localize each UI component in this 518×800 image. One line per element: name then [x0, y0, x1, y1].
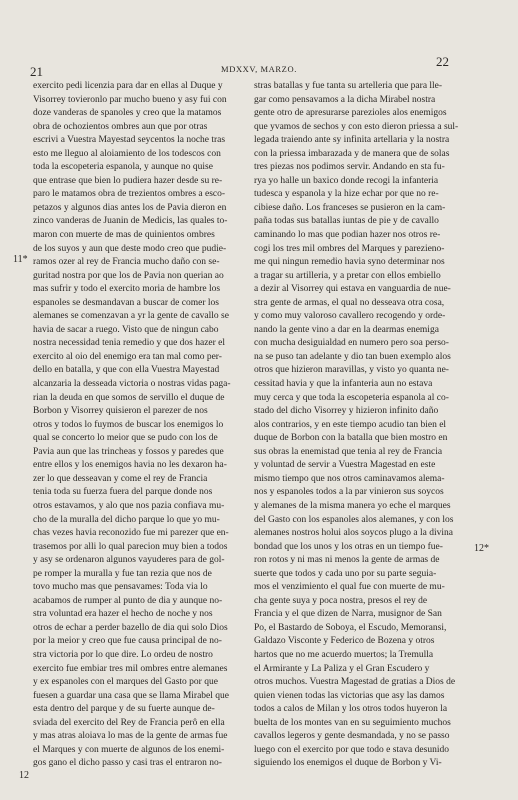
text-line: stra victoria por lo que dire. Lo ordeu de nostro [33, 649, 213, 660]
text-line: esta dentro del parque y de su fuerte aunque de- [33, 704, 215, 715]
text-line: maron con muerte de mas de quinientos ombres [33, 230, 215, 241]
text-line: stado del dicho Visorrey y hizieron infinito daño [254, 406, 439, 417]
text-line: sus obras la enemistad que tenia al rey de Francia [254, 446, 443, 457]
text-line: legada traiendo ante sy infinita artellaria y la nostra [254, 135, 450, 146]
text-line: hartos que no me acuerdo muertos; la Tremulla [254, 649, 434, 660]
text-line: que entrase que bien lo pudiera hazer desde su re- [33, 175, 223, 186]
text-line: alcanzaria la desseada victoria o nostras vidas paga- [33, 379, 231, 390]
text-line: gente otro de apresurarse parezioles alos enemigos [254, 108, 447, 119]
text-line: y alemanes de la misma manera yo eche el marques [254, 500, 451, 511]
text-line: que yvamos de sechos y con esto dieron priessa a sul- [254, 121, 459, 132]
text-line: Borbon y Visorrey quisieron el parezer de nos [33, 406, 208, 417]
text-line: el Armirante y La Paliza y el Gran Escudero y [254, 663, 430, 674]
text-line: nando la gente vino a dar en la dearmas enemiga [254, 324, 439, 335]
text-line: toda la escopeteria espanola, y aunque no quise [33, 162, 213, 173]
margin-note-12: 12* [474, 543, 489, 554]
text-line: Po, el Bastardo de Soboya, el Escudo, Memoransi, [254, 622, 447, 633]
text-line: nos y espanoles todos a la par vinieron sus soycos [254, 487, 444, 498]
text-line: rian la deuda en que somos de servillo el duque de [33, 392, 225, 403]
text-line: otros estavamos, y alo que nos pazia confiava mu- [33, 500, 225, 511]
text-line: del Gasto con los espanoles alos alemanes, y con los [254, 514, 454, 525]
text-line: paña todas sus batallas iuntas de pie y de cavallo [254, 216, 439, 227]
text-line: otros muchos. Vuestra Magestad de gratias a Dios de [254, 677, 456, 688]
text-line: por la meior y creo que fue causa principal de no- [33, 636, 222, 647]
text-line: dello en batalla, y que con ella Vuestra Mayestad [33, 365, 220, 376]
text-line: el Marques y con muerte de algunos de los enemi- [33, 744, 225, 755]
text-line: acabamos de rumper al punto de dia y aunque no- [33, 595, 223, 606]
text-line: alemanes se comenzavan a yr la gente de cavallo se [33, 311, 229, 322]
text-line: trasemos por alli lo qual parecion muy bien a todos [33, 541, 228, 552]
running-title: MDXXV, MARZO. [221, 64, 297, 74]
text-line: suerte que todos y cada uno por su parte seguia- [254, 568, 437, 579]
text-line: havia de sacar a ruego. Visto que de ningun cabo [33, 324, 219, 335]
text-line: de los suyos y aun que deste modo creo que pudie- [33, 243, 227, 254]
text-line: tovo mucho mas que pensavames: Toda via lo [33, 582, 208, 593]
text-line: gar como pensavamos a la dicha Mirabel nostra [254, 94, 436, 105]
text-line: zinco vanderas de Juanin de Medicis, las quales to- [33, 216, 228, 227]
text-line: todos a calos de Milan y los otros todos huyeron la [254, 704, 448, 715]
text-line: mos el venzimiento el qual fue con muerte de mu- [254, 582, 445, 593]
text-line: otros que hizieron maravillas, y visto yo quanta ne- [254, 365, 449, 376]
text-line: qual se concerto lo meior que se pudo con los de [33, 433, 218, 444]
text-line: alemanes nostros holui alos soycos plugo a la divina [254, 528, 453, 539]
text-line: espanoles se desmandavan a buscar de comer los [33, 297, 219, 308]
text-line: y mas atras aloiava lo mas de la gente de armas fue [33, 731, 228, 742]
text-line: fuesen a guardar una casa que se llama Mirabel que [33, 690, 229, 701]
text-line: duque de Borbon con la batalla que bien mostro en [254, 433, 448, 444]
text-line: Visorrey tovieronlo par mucho bueno y asy fui con [33, 94, 227, 105]
text-line: buelta de los montes van en su seguimiento muchos [254, 717, 451, 728]
text-line: obra de ochozientos ombres aun que por otras [33, 121, 208, 132]
text-line: stra voluntad era hazer el hecho de noche y nos [33, 609, 213, 620]
text-line: cibiese daño. Los franceses se pusieron en la cam- [254, 202, 446, 213]
running-header [0, 54, 518, 79]
text-line: otros y todos lo fuymos de buscar los enemigos lo [33, 419, 224, 430]
text-line: guritad nostra por que los de Pavia non querian ao [33, 270, 224, 281]
page-number-left: 21 [30, 64, 43, 79]
text-line: tudesca y espanola y la hize echar por que no re- [254, 189, 439, 200]
text-line: y ex espanoles con el marques del Gasto por que [33, 677, 218, 688]
text-line: exercito pedi licenzia para dar en ellas al Duque y [33, 81, 223, 91]
text-line: pe romper la muralla y fue tan rezia que nos de [33, 568, 212, 579]
text-line: zer lo que desseavan y come el rey de Francia [33, 473, 208, 484]
left-text-column [33, 80, 247, 790]
text-line: rya yo halle un baxico donde recogi la infanteria [254, 175, 439, 186]
text-line: y como muy valoroso cavallero recogendo y orde- [254, 311, 446, 322]
text-line: cavallos legeros y gente desmandada, y no se passo [254, 731, 450, 742]
text-line: entre ellos y los enemigos havia no les dexaron ha- [33, 460, 227, 471]
text-line: bondad que los unos y los otras en un tiempo fue- [254, 541, 443, 552]
text-line: stra gente de armas, el qual no desseava otra cosa, [254, 297, 445, 308]
text-line: muy cerca y que toda la escopeteria espanola al co- [254, 392, 449, 403]
text-line: tres piezas nos podimos servir. Andando en sta fu- [254, 162, 445, 173]
text-line: esto me lleguo al aloiamiento de los todescos con [33, 148, 221, 159]
text-line: doze vanderas de spanoles y creo que la matamos [33, 108, 222, 119]
text-line: luego con el exercito por que todo e stava desunido [254, 744, 449, 755]
page-number-right: 22 [436, 54, 449, 69]
text-line: cha gente suya y poca nostra, presos el rey de [254, 595, 428, 606]
text-line: stras batallas y fue tanta su artelleria que para lle- [254, 81, 443, 91]
text-line: petazos y algunos dias antes los de Pavia dieron en [33, 202, 227, 213]
text-line: siguiendo los enemigos el duque de Borbon y Vi- [254, 758, 442, 769]
text-line: sviada del exercito del Rey de Francia perô en ella [33, 717, 225, 728]
text-line: con mucha desiguialdad en numero pero soa perso- [254, 338, 449, 349]
margin-note-12-left: 12 [19, 770, 29, 781]
text-line: cho de la muralla del dicho parque lo que yo mu- [33, 514, 220, 525]
right-text-column [254, 80, 468, 790]
text-line: nostra necessidad tenia remedio y que dos hazer el [33, 338, 226, 349]
margin-note-11: 11* [13, 254, 28, 265]
text-line: escrivi a Vuestra Mayestad seycentos la noche tras [33, 135, 226, 146]
text-line: mas sufrir y todo el exercito moria de hambre los [33, 284, 221, 295]
text-line: y asy se ordenaron algunos vayuderes para de gol- [33, 555, 225, 566]
text-line: chas vezes havia reconozido fue mi parezer que en- [33, 528, 229, 539]
text-line: y voluntad de servir a Vuestra Magestad en este [254, 460, 436, 471]
text-line: Galdazo Visconte y Federico de Bozena y otros [254, 636, 435, 647]
text-line: gos gano el dicho passo y casi tras el entraron no- [33, 758, 222, 769]
text-line: Pavia aun que las trincheas y fossos y paredes que [33, 446, 224, 457]
text-line: paro le matamos obra de trezientos ombres a esco- [33, 189, 226, 200]
text-line: caminando lo mas que podian hazer nos otros re- [254, 230, 441, 241]
text-line: alos contrarios, y en este tiempo acudio tan bien el [254, 419, 447, 430]
text-line: ramos ozer al rey de Francia mucho daño con se- [33, 257, 220, 268]
text-line: quien vienen todas las victorias que asy las damos [254, 690, 445, 701]
text-line: a dezir al Visorrey qui estava en vanguardia de nue- [254, 284, 451, 295]
text-line: con la priessa imbarazada y de manera que de solas [254, 148, 450, 159]
text-line: cessitad havia y que la infanteria aun no estava [254, 379, 433, 390]
text-line: me qui ningun remedio havia syno determinar nos [254, 257, 445, 268]
text-line: ron rotos y ni mas ni menos la gente de armas de [254, 555, 440, 566]
text-line: mismo tiempo que nos otros caminavamos alema- [254, 473, 445, 484]
text-line: exercito fue embiar tres mil ombres entre alemanes [33, 663, 228, 674]
text-line: cogi los tres mil ombres del Marques y parezieno- [254, 243, 445, 254]
text-line: Francia y el que dizen de Narra, musignor de San [254, 609, 442, 620]
text-line: na se puso tan adelante y dio tan buen exemplo alos [254, 351, 451, 362]
text-line: a tragar su artilleria, y a pretar con ellos embiello [254, 270, 441, 281]
text-line: tenia toda su fuerza fuera del parque donde nos [33, 487, 213, 498]
text-line: exercito al oio del enemigo era tan mal como per- [33, 351, 222, 362]
text-line: otros de echar a perder bazello de dia qui solo Dios [33, 622, 228, 633]
